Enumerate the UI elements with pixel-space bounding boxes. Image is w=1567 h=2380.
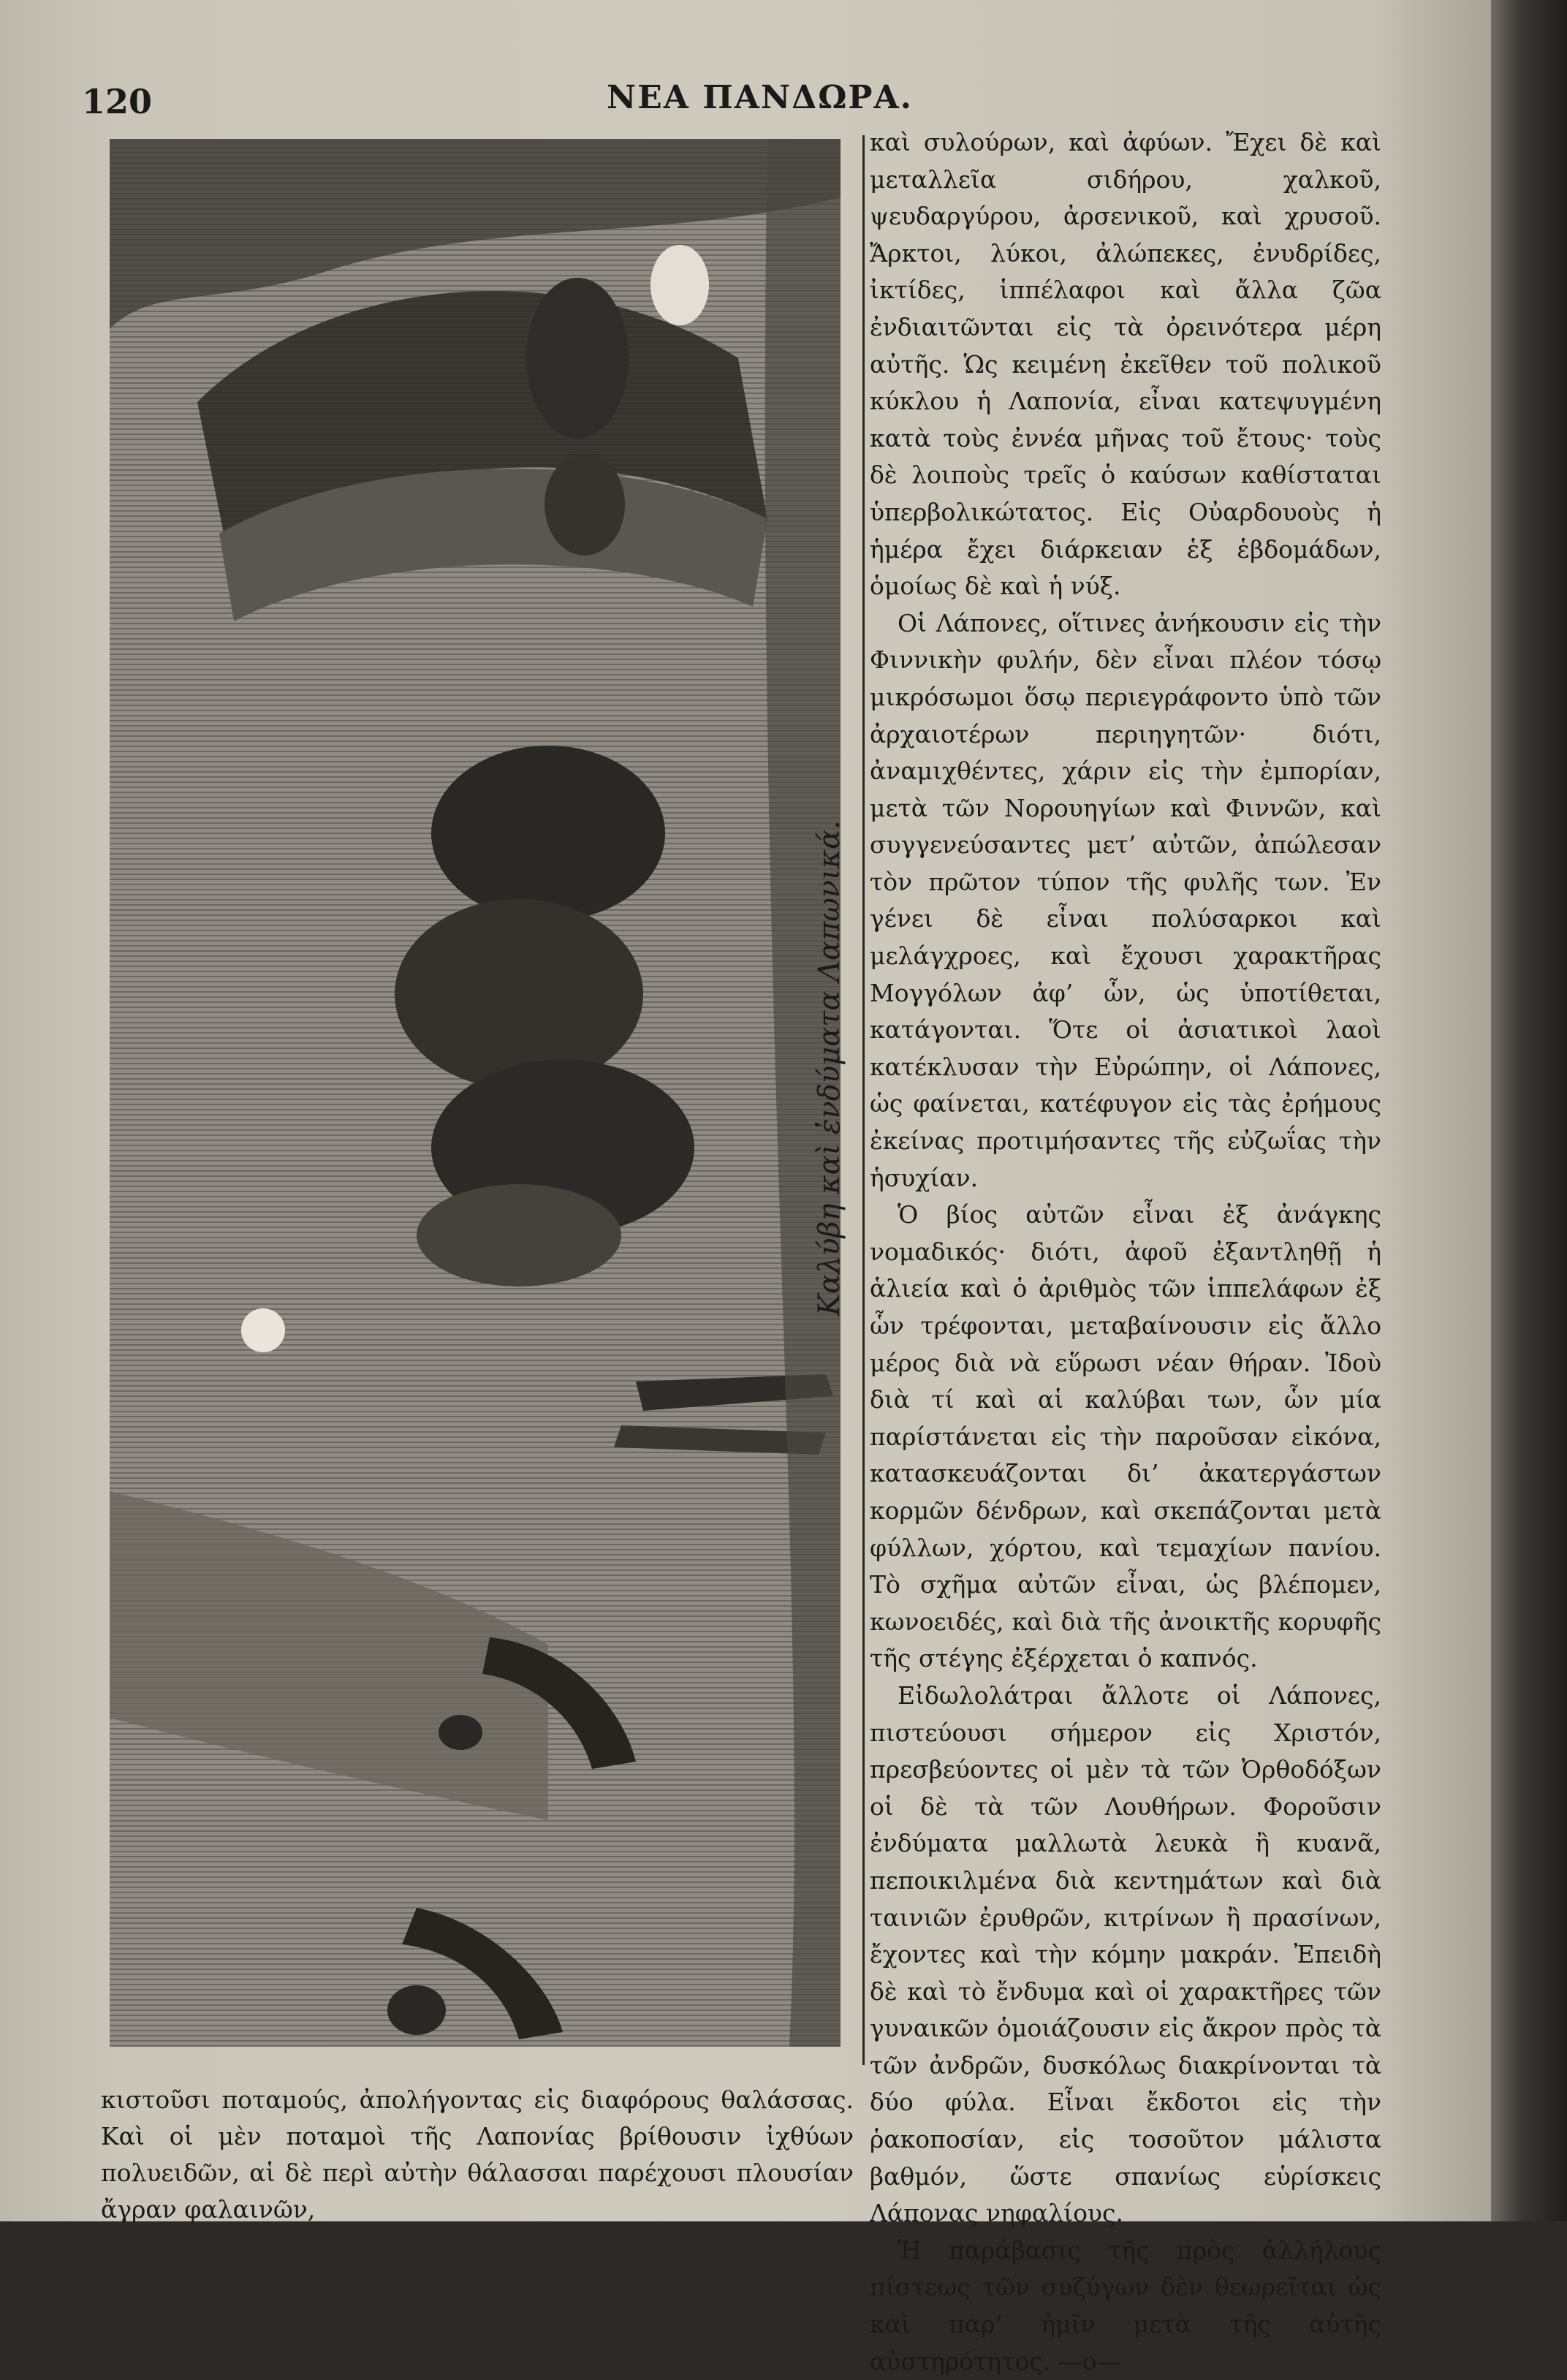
engraving-illustration (110, 139, 841, 2047)
paragraph: κιστοῦσι ποταμούς, ἀπολήγοντας εἰς διαφόρους θαλάσσας. Καὶ οἱ μὲν ποταμοὶ τῆς Λαπονίας βρίθουσιν ἰχθύων πολυειδῶν, αἱ δὲ περὶ αὐτὴν θάλασσαι παρέχουσι πλουσίαν ἄγραν φαλαινῶν, (101, 2085, 854, 2224)
book-spine (1491, 0, 1567, 2221)
engraving-drawing (110, 139, 841, 2047)
paragraph: καὶ συλούρων, καὶ ἀφύων. Ἔχει δὲ καὶ μεταλλεῖα σιδήρου, χαλκοῦ, ψευδαργύρου, ἀρσενικοῦ, καὶ χρυσοῦ. Ἄρκτοι, λύκοι, ἀλώπεκες, ἐνυδρίδες, ἰκτίδες, ἱππέλαφοι καὶ ἄλλα ζῶα ἐνδιαιτῶνται εἰς τὰ ὀρεινότερα μέρη αὐτῆς. Ὡς κειμένη ἐκεῖθεν τοῦ πολικοῦ κύκλου ἡ Λαπονία, εἶναι κατεψυγμένη κατὰ τοὺς ἐννέα μῆνας τοῦ ἔτους· τοὺς δὲ λοιποὺς τρεῖς ὁ καύσων καθίσταται ὑπερβολικώτατος. Εἰς Οὐαρδουοὺς ἡ ἡμέρα ἔχει διάρκειαν ἑξ ἑβδομάδων, ὁμοίως δὲ καὶ ἡ νύξ. (870, 128, 1381, 601)
paragraph: Ἡ παράβασις τῆς πρὸς ἀλλήλους πίστεως τῶν συζύγων δὲν θεωρεῖται ὡς καὶ παρ’ ἡμῖν μετὰ τῆς αὐτῆς αὐστηρότητος. —ο— (870, 2235, 1381, 2376)
paragraph: Ὁ βίος αὐτῶν εἶναι ἐξ ἀνάγκης νομαδικός· διότι, ἀφοῦ ἐξαντληθῇ ἡ ἁλιεία καὶ ὁ ἀριθμὸς τῶν ἱππελάφων ἐξ ὧν τρέφονται, μεταβαίνουσιν εἰς ἄλλο μέρος διὰ νὰ εὕρωσι νέαν θήραν. Ἰδοὺ διὰ τί καὶ αἱ καλύβαι των, ὧν μία παρίστάνεται εἰς τὴν παροῦσαν εἰκόνα, κατασκευάζονται δι’ ἀκατεργάστων κορμῶν δένδρων, καὶ σκεπάζονται μετὰ φύλλων, χόρτου, καὶ τεμαχίων πανίου. Τὸ σχῆμα αὐτῶν εἶναι, ὡς βλέπομεν, κωνοειδές, καὶ διὰ τῆς ἀνοικτῆς κορυφῆς τῆς στέγης ἐξέρχεται ὁ καπνός. (870, 1200, 1381, 1673)
running-head: ΝΕΑ ΠΑΝΔΩΡΑ. (607, 79, 913, 116)
right-text-column (870, 124, 1381, 2380)
paragraph: Εἰδωλολάτραι ἄλλοτε οἱ Λάπονες, πιστεύουσι σήμερον εἰς Χριστόν, πρεσβεύοντες οἱ μὲν τὰ τῶν Ὀρθοδόξων οἱ δὲ τὰ τῶν Λουθήρων. Φοροῦσιν ἐνδύματα μαλλωτὰ λευκὰ ἢ κυανᾶ, πεποικιλμένα διὰ κεντημάτων καὶ διὰ ταινιῶν ἐρυθρῶν, κιτρίνων ἢ πρασίνων, ἔχοντες καὶ τὴν κόμην μακράν. Ἐπειδὴ δὲ καὶ τὸ ἔνδυμα καὶ οἱ χαρακτῆρες τῶν γυναικῶν ὁμοιάζουσιν εἰς ἄκρον πρὸς τὰ τῶν ἀνδρῶν, δυσκόλως διακρίνονται τὰ δύο φύλα. Εἶναι ἔκδοτοι εἰς τὴν ῥακοποσίαν, εἰς τοσοῦτον μάλιστα βαθμόν, ὥστε σπανίως εὑρίσκεις Λάπονας νηφαλίους. (870, 1680, 1381, 2228)
paragraph: Οἱ Λάπονες, οἵτινες ἀνήκουσιν εἰς τὴν Φιννικὴν φυλήν, δὲν εἶναι πλέον τόσῳ μικρόσωμοι ὅσῳ περιεγράφοντο ὑπὸ τῶν ἀρχαιοτέρων περιηγητῶν· διότι, ἀναμιχθέντες, χάριν εἰς τὴν ἐμπορίαν, μετὰ τῶν Νορουηγίων καὶ Φιννῶν, καὶ συγγενεύσαντες μετ’ αὐτῶν, ἀπώλεσαν τὸν πρῶτον τύπον τῆς φυλῆς των. Ἐν γένει δὲ εἶναι πολύσαρκοι καὶ μελάγχροες, καὶ ἔχουσι χαρακτῆρας Μογγόλων ἀφ’ ὧν, ὡς ὑποτίθεται, κατάγονται. Ὅτε οἱ ἀσιατικοὶ λαοὶ κατέκλυσαν τὴν Εὐρώπην, οἱ Λάπονες, ὡς φαίνεται, κατέφυγον εἰς τὰς ἐρήμους ἐκείνας προτιμήσαντες τῆς εὐζωΐας τὴν ἡσυχίαν. (870, 608, 1381, 1192)
page-number: 120 (82, 82, 153, 121)
column-rule (862, 135, 865, 2065)
illustration-caption: Καλύβη καὶ ἐνδύματα Λαπωνικά. (813, 820, 846, 1316)
bottom-text-block (101, 2082, 854, 2228)
